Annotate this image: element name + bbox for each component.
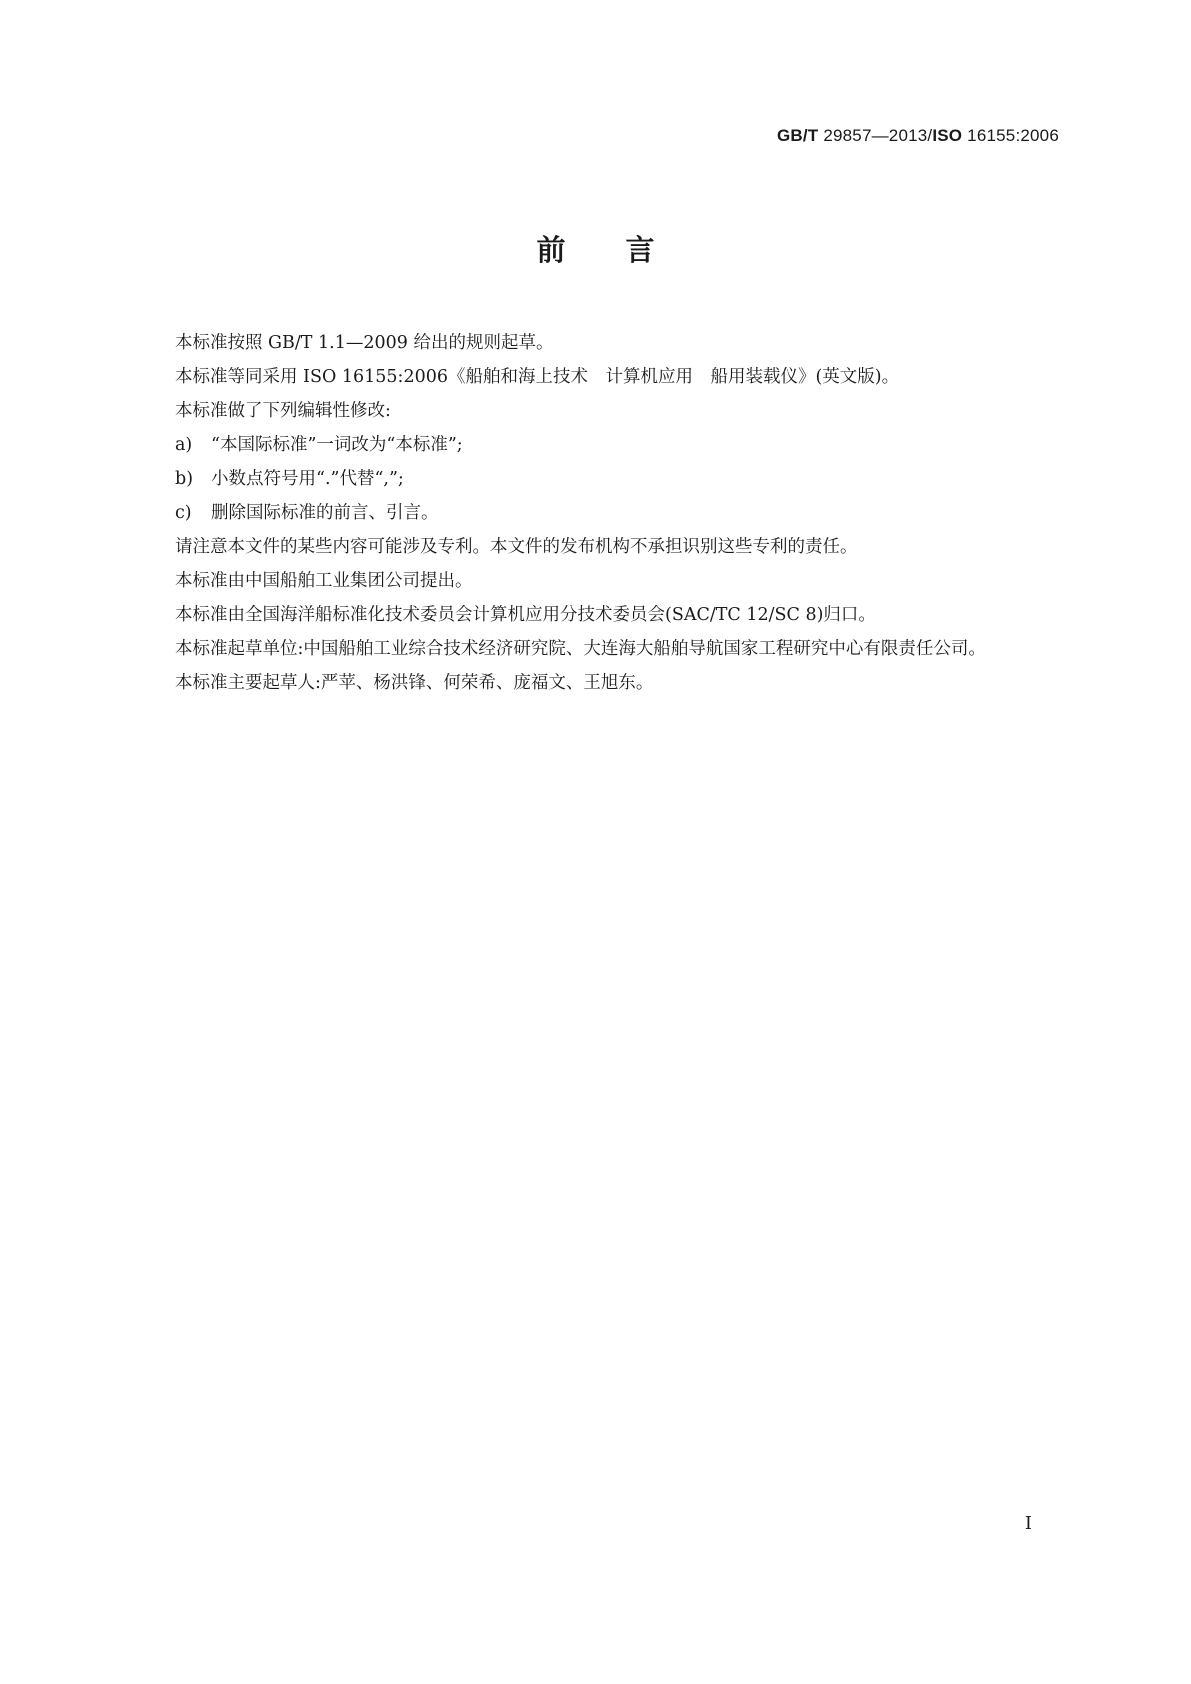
list-marker: b) — [175, 469, 194, 489]
paragraph-editorial-changes: 本标准做了下列编辑性修改: — [175, 401, 391, 421]
foreword-body — [126, 326, 1059, 700]
list-item — [126, 428, 1059, 462]
list-text: “本国际标准”一词改为“本标准”; — [211, 435, 463, 455]
list-marker: a) — [175, 435, 193, 455]
paragraph-drafters: 本标准主要起草人:严苹、杨洪锋、何荣希、庞福文、王旭东。 — [175, 673, 654, 693]
page-number: I — [1024, 1513, 1032, 1534]
std-number: 29857—2013/ — [823, 126, 933, 145]
standard-number-header — [777, 126, 1059, 146]
list-item — [126, 462, 1059, 496]
iso-number: 16155:2006 — [967, 126, 1059, 145]
list-text: 小数点符号用“.”代替“,”; — [211, 469, 404, 489]
paragraph-drafting-rules: 本标准按照 GB/T 1.1—2009 给出的规则起草。 — [175, 333, 554, 353]
page-title: 前言 — [536, 233, 715, 267]
paragraph-patent-notice: 请注意本文件的某些内容可能涉及专利。本文件的发布机构不承担识别这些专利的责任。 — [175, 537, 858, 557]
paragraph-committee: 本标准由全国海洋船标准化技术委员会计算机应用分技术委员会(SAC/TC 12/SC 8)归口。 — [175, 605, 876, 625]
paragraph-proposer: 本标准由中国船舶工业集团公司提出。 — [175, 571, 473, 591]
list-marker: c) — [175, 503, 192, 523]
list-text: 删除国际标准的前言、引言。 — [211, 503, 439, 523]
iso-prefix: ISO — [932, 126, 963, 145]
paragraph-drafting-units: 本标准起草单位:中国船舶工业综合技术经济研究院、大连海大船舶导航国家工程研究中心有限责任公司。 — [175, 639, 986, 659]
list-item — [126, 496, 1059, 530]
paragraph-adoption: 本标准等同采用 ISO 16155:2006《船舶和海上技术 计算机应用 船用装载仪》(英文版)。 — [175, 367, 900, 387]
std-prefix: GB/T — [776, 126, 819, 145]
